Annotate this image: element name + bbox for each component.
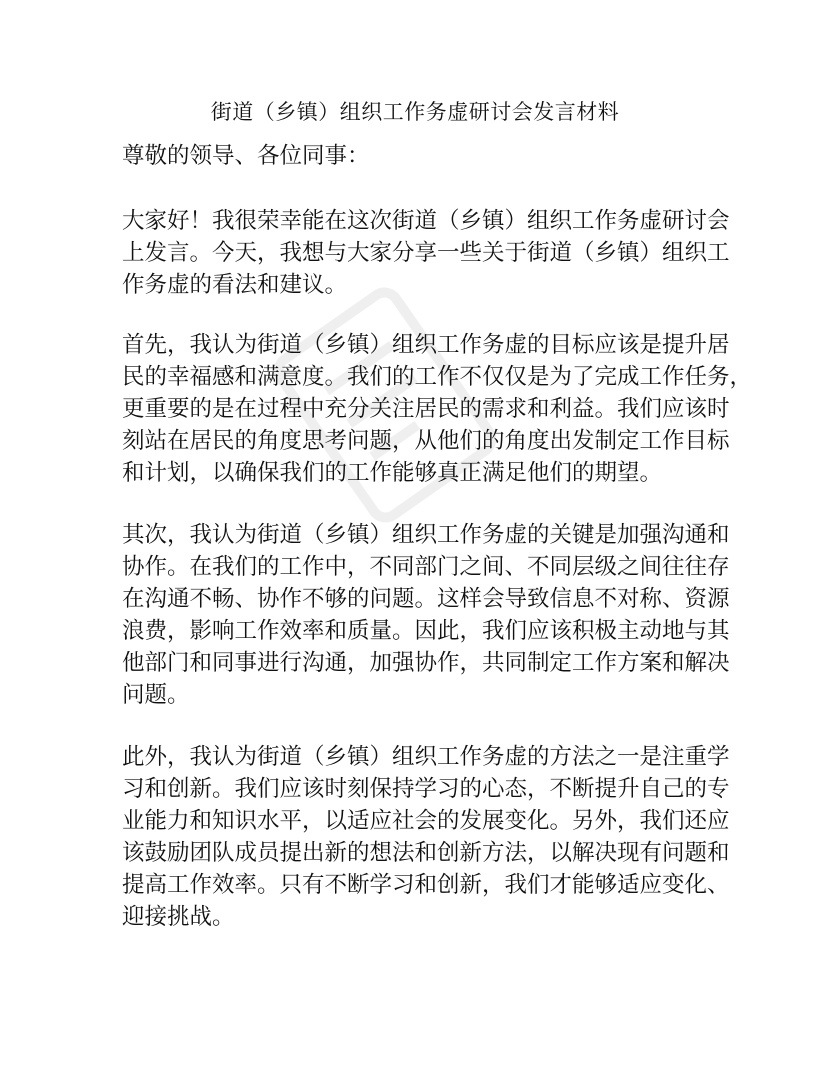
paragraph-line: 更重要的是在过程中充分关注居民的需求和利益。我们应该时 <box>122 396 730 422</box>
paragraph-line: 习和创新。我们应该时刻保持学习的心态，不断提升自己的专 <box>122 776 730 802</box>
paragraph-line: 浪费，影响工作效率和质量。因此，我们应该积极主动地与其 <box>122 618 730 644</box>
paragraph-line: 民的幸福感和满意度。我们的工作不仅仅是为了完成工作任务， <box>122 364 753 390</box>
paragraph-line: 作务虚的看法和建议。 <box>122 272 348 298</box>
paragraph-line: 上发言。今天，我想与大家分享一些关于街道（乡镇）组织工 <box>122 240 730 266</box>
paragraph-line: 首先，我认为街道（乡镇）组织工作务虚的目标应该是提升居 <box>122 332 730 358</box>
paragraph-line: 提高工作效率。只有不断学习和创新，我们才能够适应变化、 <box>122 872 730 898</box>
paragraph-line: 和计划，以确保我们的工作能够真正满足他们的期望。 <box>122 460 663 486</box>
paragraph-line: 业能力和知识水平，以适应社会的发展变化。另外，我们还应 <box>122 808 730 834</box>
paragraph-line: 他部门和同事进行沟通，加强协作，共同制定工作方案和解决 <box>122 650 730 676</box>
paragraph-line: 其次，我认为街道（乡镇）组织工作务虚的关键是加强沟通和 <box>122 522 730 548</box>
greeting: 尊敬的领导、各位同事： <box>122 143 370 169</box>
paragraph-line: 在沟通不畅、协作不够的问题。这样会导致信息不对称、资源 <box>122 586 730 612</box>
paragraph-line: 该鼓励团队成员提出新的想法和创新方法，以解决现有问题和 <box>122 840 730 866</box>
paragraph-line: 迎接挑战。 <box>122 904 235 930</box>
paragraph-line: 大家好！我很荣幸能在这次街道（乡镇）组织工作务虚研讨会 <box>122 208 730 234</box>
paragraph-line: 刻站在居民的角度思考问题，从他们的角度出发制定工作目标 <box>122 428 730 454</box>
paragraph-line: 协作。在我们的工作中，不同部门之间、不同层级之间往往存 <box>122 554 730 580</box>
paragraph-line: 问题。 <box>122 682 190 708</box>
paragraph-line: 此外，我认为街道（乡镇）组织工作务虚的方法之一是注重学 <box>122 744 730 770</box>
document-title: 街道（乡镇）组织工作务虚研讨会发言材料 <box>210 100 620 124</box>
